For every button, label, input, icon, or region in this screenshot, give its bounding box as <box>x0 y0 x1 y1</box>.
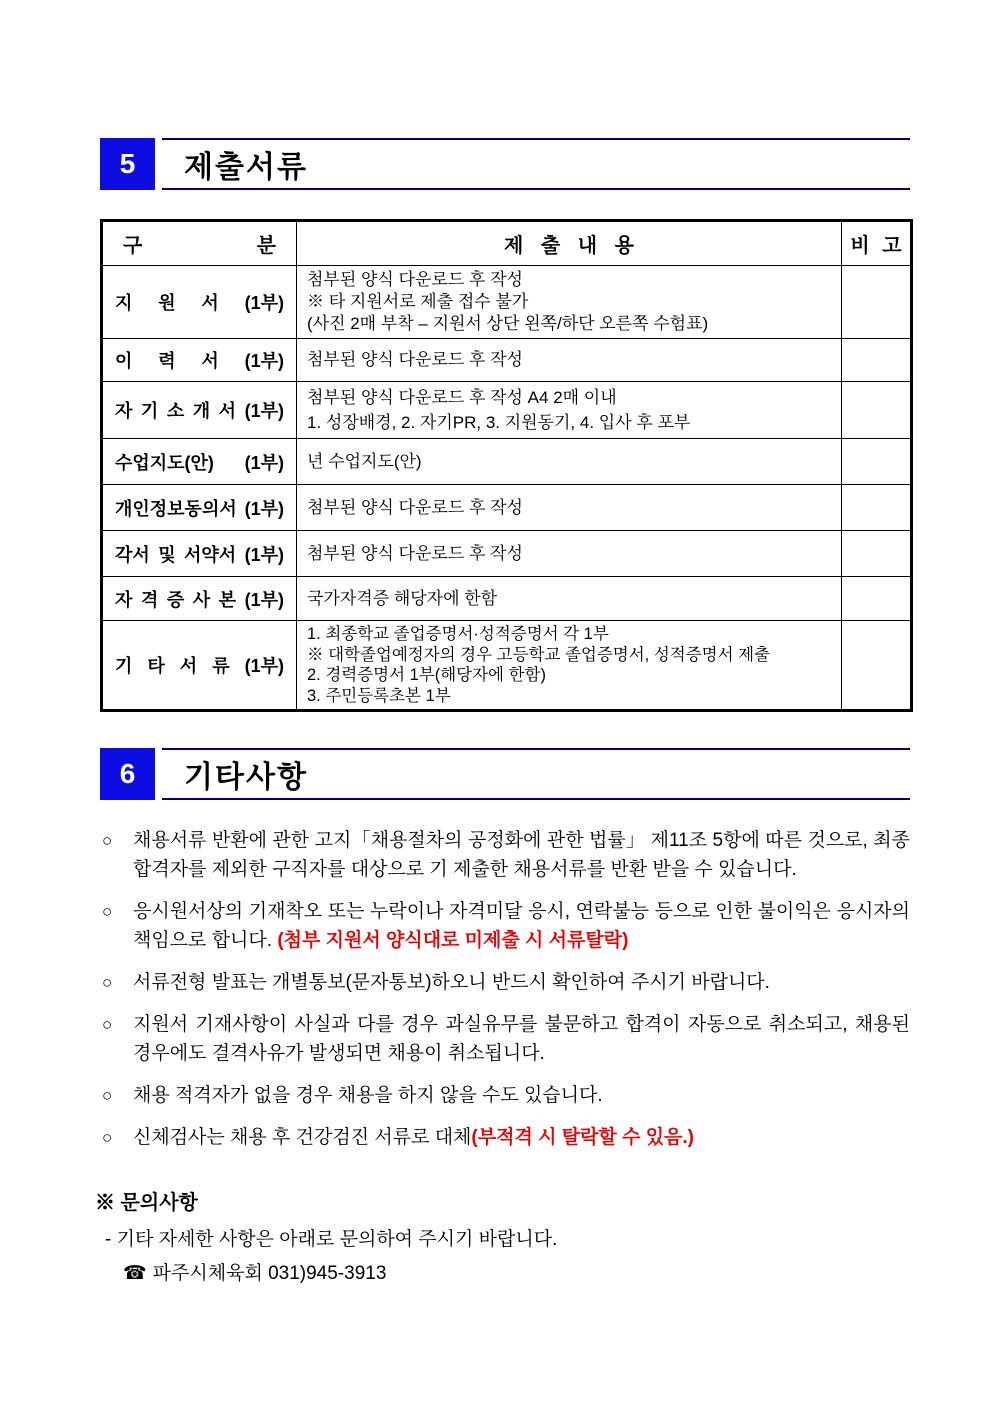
row-label: 지 원 서 (1부) <box>102 266 297 339</box>
note-text: 채용 적격자가 없을 경우 채용을 하지 않을 수도 있습니다. <box>133 1085 603 1106</box>
row-label: 개인정보동의서 (1부) <box>102 485 297 531</box>
row-note <box>842 577 912 621</box>
section-title: 제출서류 <box>184 151 308 184</box>
row-content: 첨부된 양식 다운로드 후 작성 ※ 타 지원서로 제출 접수 불가 (사진 2매 부착 – 지원서 상단 왼쪽/하단 오른쪽 수험표) <box>297 266 842 339</box>
section-title: 기타사항 <box>184 761 308 794</box>
col-header-content: 제 출 내 용 <box>297 221 842 266</box>
inquiry-section <box>95 1186 910 1285</box>
row-content: 국가자격증 해당자에 한함 <box>297 577 842 621</box>
section-header-submission <box>100 138 910 190</box>
list-item <box>100 968 910 997</box>
table-row <box>102 485 912 531</box>
warning-text: (첨부 지원서 양식대로 미제출 시 서류탈락) <box>277 930 629 951</box>
note-text: 신체검사는 채용 후 건강검진 서류로 대체(부적격 시 탈락할 수 있음.) <box>133 1127 695 1148</box>
row-content: 년 수업지도(안) <box>297 439 842 485</box>
row-label: 자 기 소 개 서 (1부) <box>102 382 297 439</box>
row-label: 자 격 증 사 본 (1부) <box>102 577 297 621</box>
circle-bullet-icon: ○ <box>102 973 113 992</box>
note-text: 서류전형 발표는 개별통보(문자통보)하오니 반드시 확인하여 주시기 바랍니다. <box>133 972 770 993</box>
row-label: 기 타 서 류 (1부) <box>102 621 297 711</box>
row-label: 수업지도(안) (1부) <box>102 439 297 485</box>
inquiry-phone <box>123 1258 910 1285</box>
table-row <box>102 577 912 621</box>
circle-bullet-icon: ○ <box>102 1086 113 1105</box>
table-row <box>102 382 912 439</box>
document-content <box>95 0 910 1285</box>
row-note <box>842 439 912 485</box>
row-note <box>842 621 912 711</box>
table-header-row <box>102 221 912 266</box>
warning-text: (부적격 시 탈락할 수 있음.) <box>471 1127 695 1148</box>
section-title-rule <box>162 138 910 190</box>
circle-bullet-icon: ○ <box>102 1015 113 1034</box>
telephone-icon: ☎ <box>123 1263 147 1284</box>
list-item <box>100 897 910 955</box>
col-header-note: 비 고 <box>842 221 912 266</box>
other-notes-list <box>100 826 910 1152</box>
row-content: 첨부된 양식 다운로드 후 작성 <box>297 485 842 531</box>
inquiry-heading: ※ 문의사항 <box>95 1192 198 1214</box>
row-label: 각서 및 서약서 (1부) <box>102 531 297 577</box>
list-item <box>100 1081 910 1110</box>
row-note <box>842 382 912 439</box>
section-number-badge: 6 <box>100 748 155 800</box>
circle-bullet-icon: ○ <box>102 902 113 921</box>
col-header-category: 구 분 <box>102 221 297 266</box>
phone-number-text: 파주시체육회 031)945-3913 <box>152 1263 387 1284</box>
row-note <box>842 485 912 531</box>
table-row <box>102 439 912 485</box>
row-content: 첨부된 양식 다운로드 후 작성 <box>297 339 842 382</box>
row-note <box>842 531 912 577</box>
table-row <box>102 531 912 577</box>
row-label: 이 력 서 (1부) <box>102 339 297 382</box>
circle-bullet-icon: ○ <box>102 1128 113 1147</box>
submission-documents-table <box>100 219 913 712</box>
list-item <box>100 826 910 884</box>
section-title-rule <box>162 748 910 800</box>
section-number-badge: 5 <box>100 138 155 190</box>
list-item <box>100 1123 910 1152</box>
table-row <box>102 621 912 711</box>
table-row <box>102 266 912 339</box>
row-content: 첨부된 양식 다운로드 후 작성 A4 2매 이내 1. 성장배경, 2. 자기PR, 3. 지원동기, 4. 입사 후 포부 <box>297 382 842 439</box>
circle-bullet-icon: ○ <box>102 831 113 850</box>
note-text: 응시원서상의 기재착오 또는 누락이나 자격미달 응시, 연락불능 등으로 인한 불이익은 응시자의 책임으로 합니다. (첨부 지원서 양식대로 미제출 시 서류탈락) <box>133 901 910 951</box>
note-text: 채용서류 반환에 관한 고지「채용절차의 공정화에 관한 법률」 제11조 5항에 따른 것으로, 최종합격자를 제외한 구직자를 대상으로 기 제출한 채용서류를 반환 받을 수 있습니다. <box>133 830 910 880</box>
row-content: 1. 최종학교 졸업증명서·성적증명서 각 1부 ※ 대학졸업예정자의 경우 고등학교 졸업증명서, 성적증명서 제출 2. 경력증명서 1부(해당자에 한함) 3. 주민등록초본 1부 <box>297 621 842 711</box>
inquiry-line: - 기타 자세한 사항은 아래로 문의하여 주시기 바랍니다. <box>105 1229 558 1250</box>
table-row <box>102 339 912 382</box>
row-content: 첨부된 양식 다운로드 후 작성 <box>297 531 842 577</box>
row-note <box>842 266 912 339</box>
note-text: 지원서 기재사항이 사실과 다를 경우 과실유무를 불문하고 합격이 자동으로 취소되고, 채용된 경우에도 결격사유가 발생되면 채용이 취소됩니다. <box>133 1014 910 1064</box>
row-note <box>842 339 912 382</box>
list-item <box>100 1010 910 1068</box>
section-header-other <box>100 748 910 800</box>
